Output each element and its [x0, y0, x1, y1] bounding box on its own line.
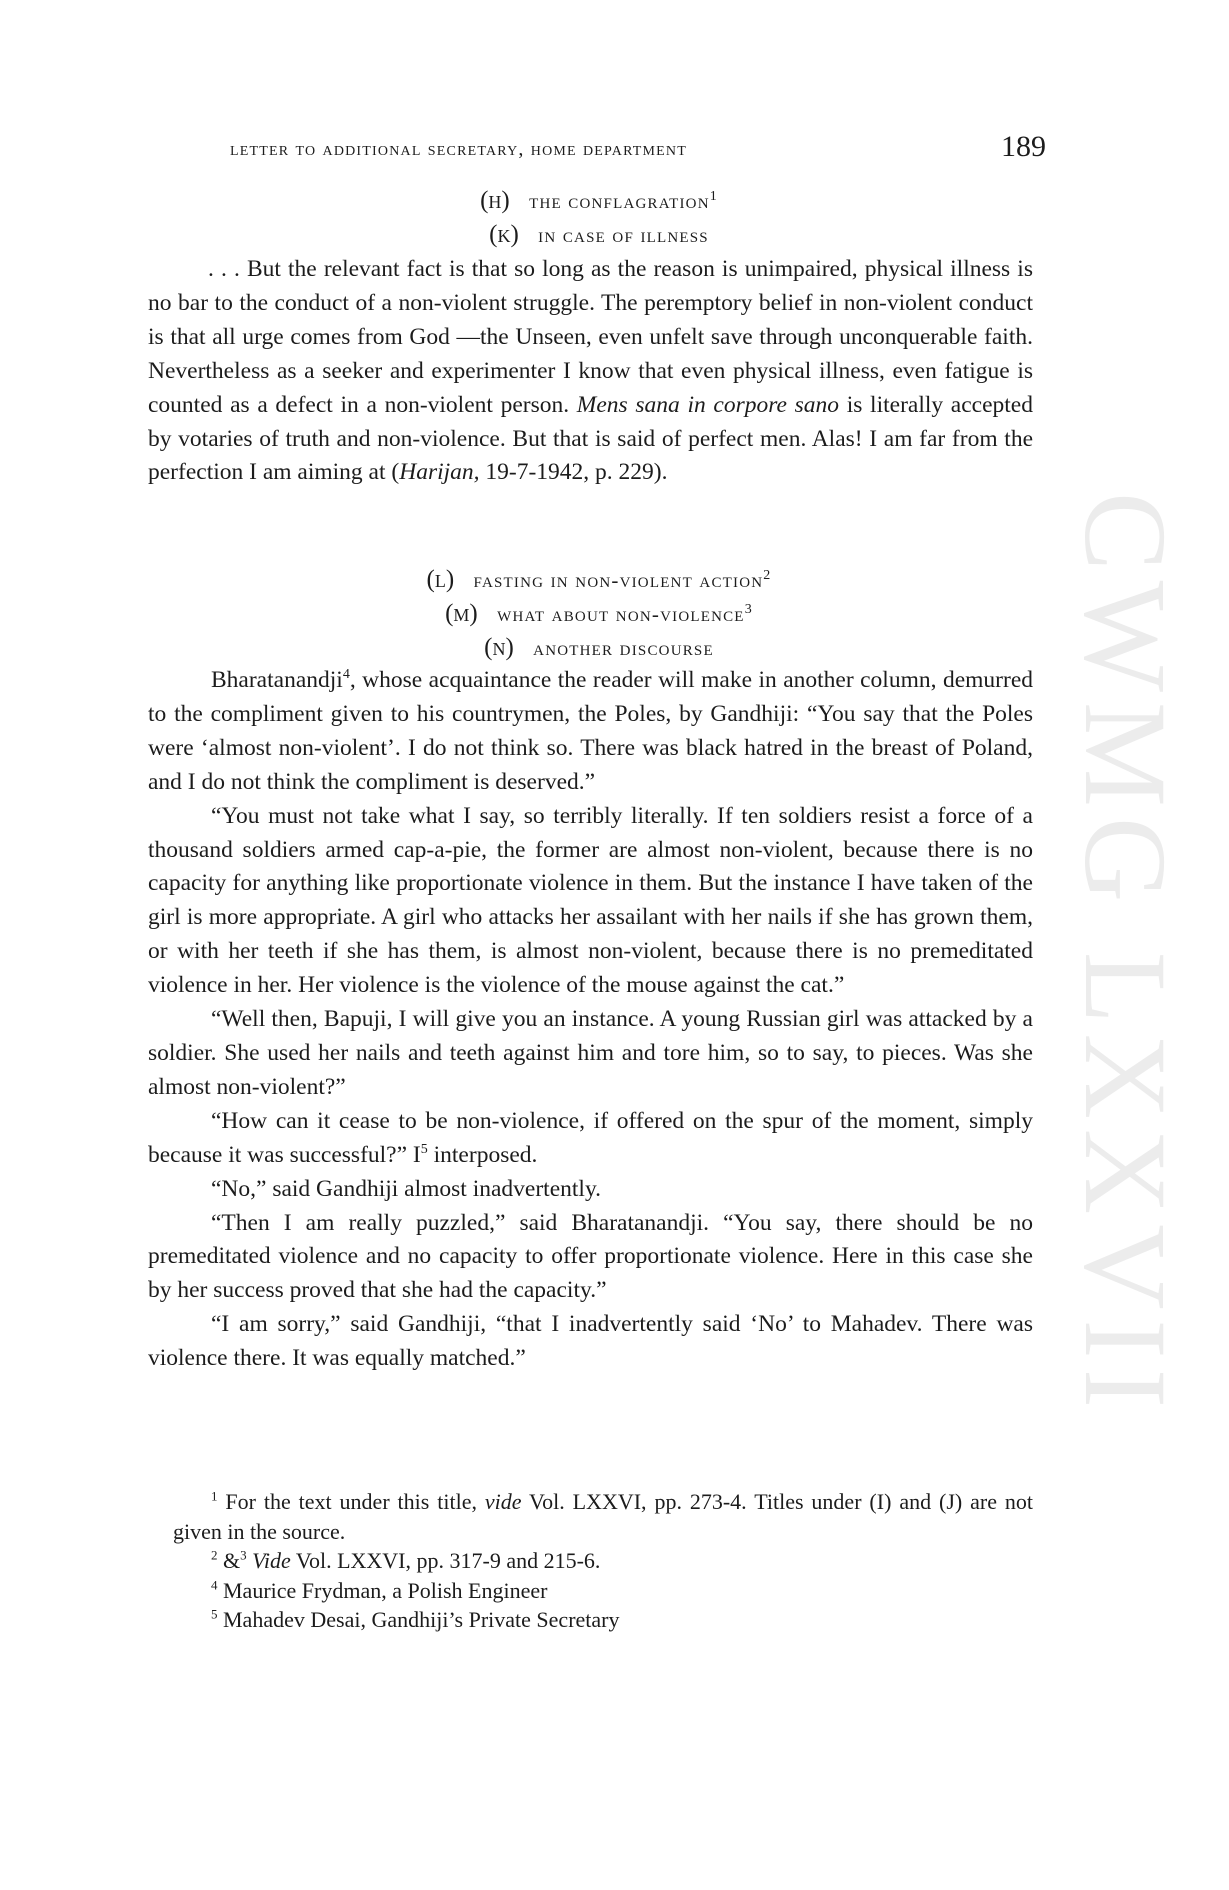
footnote-1 — [173, 1487, 1033, 1546]
text-run: interposed. — [427, 1141, 538, 1168]
heading-title: fasting in non-violent action — [473, 568, 764, 592]
text-run: , whose acquaintance the reader will make in another column, demurred to the compliment given to his countrymen, the Poles, by Gandhiji: “You say that the Poles were ‘almost non-violent’. I do not think so. There was black hatred in the breast of Poland, and I do not think the compliment is deserved.” — [148, 667, 1033, 795]
footnote-number: 4 — [211, 1577, 218, 1593]
heading-letter: (l) — [426, 566, 455, 593]
footnote-ref: 5 — [420, 1141, 428, 1157]
heading-title: another discourse — [533, 636, 714, 660]
discourse-paragraph — [148, 1105, 1033, 1173]
text-run: 19-7-1942, p. 229). — [479, 459, 668, 486]
footnote-ref: 4 — [342, 667, 350, 683]
running-head — [148, 130, 1046, 168]
heading-title: in case of illness — [538, 223, 709, 247]
footnote-4 — [173, 1576, 1033, 1606]
footnote-ref: 2 — [763, 568, 772, 583]
discourse-paragraph: “Well then, Bapuji, I will give you an instance. A young Russian girl was attacked by a soldier. She used her nails and teeth against him and tore him, so to say, to pieces. Was she almost non-violent?” — [148, 1006, 1033, 1100]
heading-fasting — [148, 566, 1050, 594]
text-run: & — [217, 1548, 241, 1573]
footnote-ref: 1 — [709, 189, 718, 204]
watermark — [1030, 370, 1220, 1540]
footnote-number: 1 — [211, 1488, 218, 1504]
heading-illness — [148, 221, 1050, 249]
heading-letter: (k) — [489, 221, 519, 248]
text-run: Mahadev Desai, Gandhiji’s Private Secretary — [217, 1607, 620, 1632]
footnote-number: 2 — [211, 1547, 218, 1563]
text-run: Vol. LXXVI, pp. 317-9 and 215-6. — [290, 1548, 601, 1573]
watermark-text: CWMG LXXVII — [1060, 491, 1192, 1419]
vide-italic: vide — [484, 1489, 522, 1514]
heading-letter: (m) — [445, 600, 478, 627]
heading-title: what about non-violence — [497, 602, 745, 626]
heading-title: the conflagration — [529, 189, 710, 213]
text-run: Vol. LXXVI, pp. 273-4. Titles under (I) and (J) are not given in the source. — [173, 1489, 1033, 1544]
text-run: Bharatanandji — [211, 667, 343, 693]
footnote-number: 3 — [240, 1547, 247, 1563]
heading-discourse — [148, 634, 1050, 662]
discourse-paragraph: “You must not take what I say, so terribly literally. If ten soldiers resist a force of a thousand soldiers armed cap-a-pie, the former are almost non-violent, because there is no capacity for anything like proportionate violence in them. But the instance I have taken of the girl is more appropriate. A girl who attacks her assailant with her nails if she has grown them, or with her teeth if she has them, is almost non-violent, because there is no premeditated violence in her. Her violence is the violence of the mouse against the cat.” — [148, 802, 1033, 999]
discourse-text — [148, 664, 1033, 1376]
text-run: . . . But the relevant fact is that so long as the reason is unimpaired, physical illness is no bar to the conduct of a non-violent struggle. The peremptory belief in non-violent conduct is that all urge comes from God —the Unseen, even unfelt save through unconquerable faith. Nevertheless as a seeker and experimenter I know that even physical illness, even fatigue is counted as a defect in a non-violent person. — [148, 256, 1033, 418]
footnotes — [173, 1487, 1033, 1635]
running-head-title: letter to additional secretary, home department — [230, 138, 687, 160]
discourse-paragraph — [148, 664, 1033, 800]
text-run: For the text under this title, — [217, 1489, 485, 1514]
footnote-2-3 — [173, 1546, 1033, 1576]
discourse-paragraph: “I am sorry,” said Gandhiji, “that I inadvertently said ‘No’ to Mahadev. There was violence there. It was equally matched.” — [148, 1311, 1033, 1372]
latin-phrase: Mens sana in corpore sano — [576, 391, 840, 418]
page-number: 189 — [1001, 130, 1046, 163]
heading-letter: (h) — [480, 187, 510, 214]
text-run: Maurice Frydman, a Polish Engineer — [217, 1577, 548, 1603]
discourse-paragraph: “No,” said Gandhiji almost inadvertently. — [211, 1175, 602, 1202]
text-run: “How can it cease to be non-violence, if offered on the spur of the moment, simply because it was successful?” I — [148, 1107, 1033, 1168]
discourse-paragraph: “Then I am really puzzled,” said Bharatanandji. “You say, there should be no premeditated violence and no capacity to offer proportionate violence. Here in this case she by her success proved that she had the capacity.” — [148, 1209, 1033, 1304]
source-title: Harijan, — [399, 459, 480, 486]
footnote-5 — [173, 1605, 1033, 1635]
footnote-number: 5 — [211, 1606, 218, 1622]
heading-letter: (n) — [484, 634, 514, 661]
illness-text — [148, 253, 1033, 490]
text-run: is literally accepted by votaries of truth and non-violence. But that is said of perfect men. Alas! I am far from the perfection I am aiming at ( — [148, 391, 1033, 486]
heading-conflagration — [148, 187, 1050, 215]
footnote-ref: 3 — [744, 602, 753, 617]
vide-italic: Vide — [246, 1548, 291, 1573]
illness-paragraph — [148, 253, 1033, 490]
heading-non-violence — [148, 600, 1050, 628]
